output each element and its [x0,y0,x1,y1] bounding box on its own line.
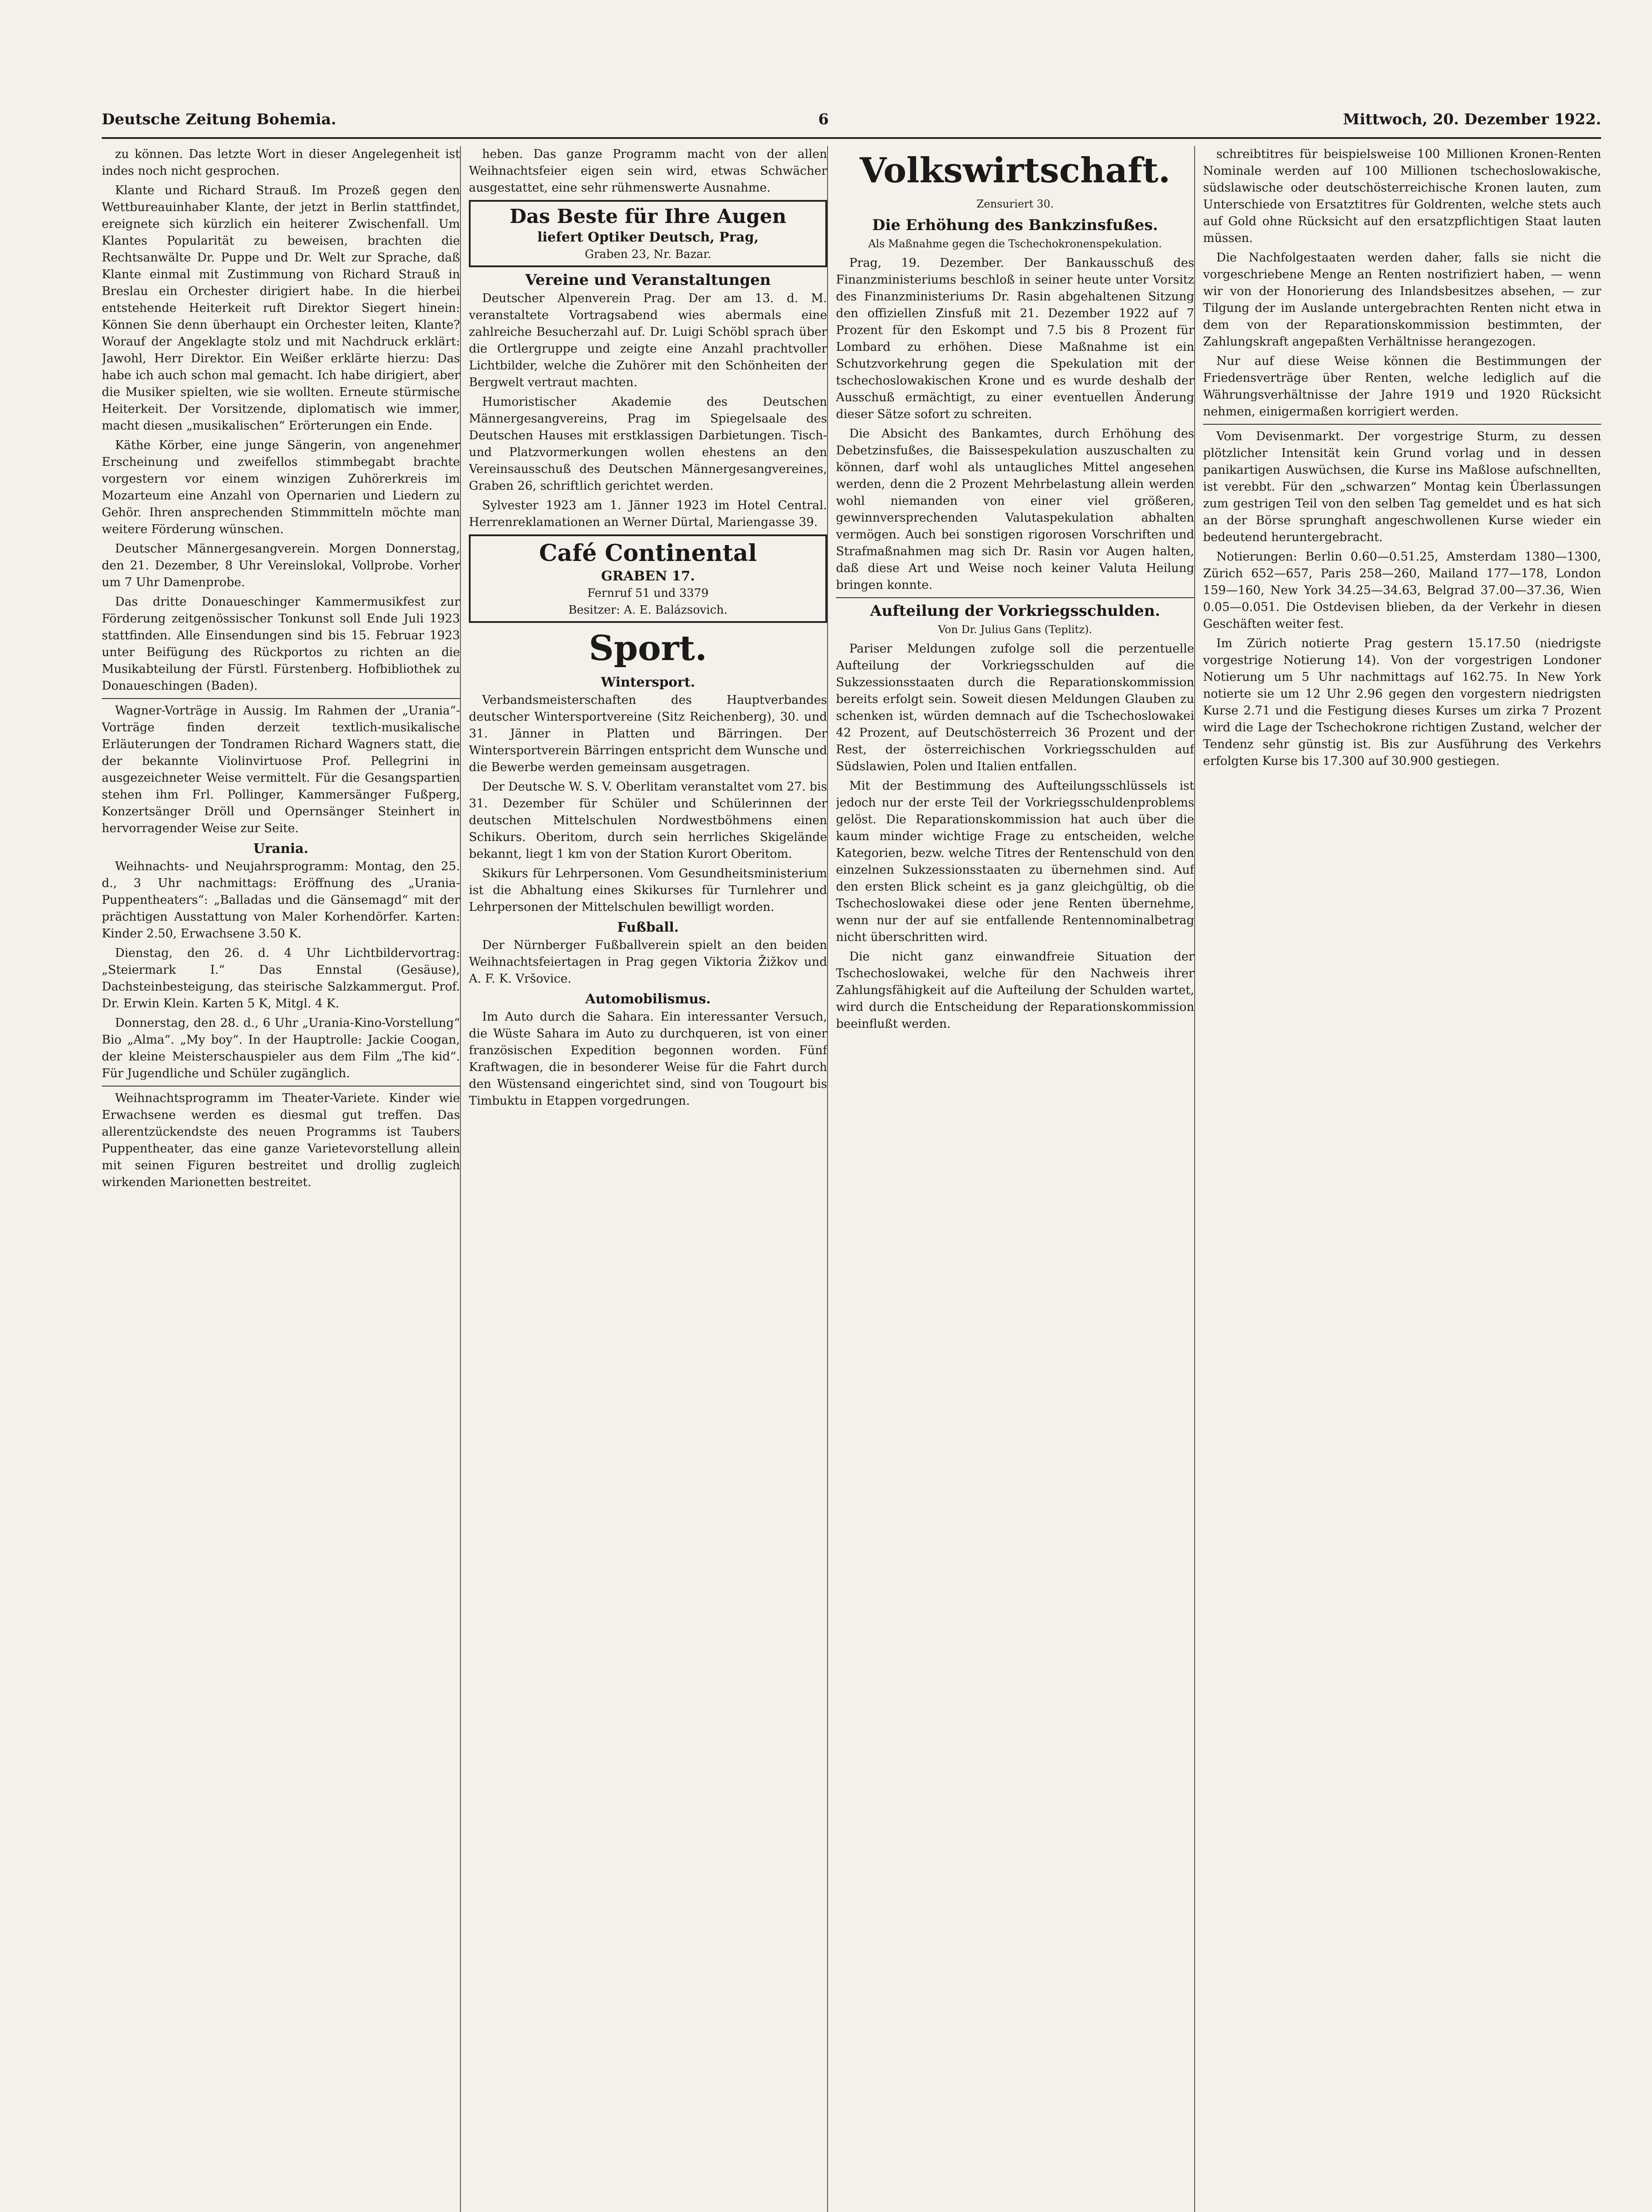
column-divider [1194,146,1195,2212]
article-sylvester: Sylvester 1923 am 1. Jänner 1923 im Hotel Central. Herrenreklamationen an Werner Dürtal, Mariengasse 39. [469,499,827,529]
subheading-automobilismus: Automobilismus. [585,991,711,1007]
section-heading-urania: Urania. [253,841,309,856]
section-heading-sport: Sport. [589,628,707,668]
article-paragraph: Mit der Bestimmung des Aufteilungsschlüssels ist jedoch nur der erste Teil der Vorkriegsschuldenproblems gelöst. Die Reparationskommission hat auch über die kaum minder wichtige Frage zu entscheiden, welche Kategorien, bezw. welche Titres der Rentenschuld von den einzelnen Sukzessionsstaaten zu übernehmen sind. Auf den ersten Blick scheint es ja ganz gleichgültig, ob die Tschechoslowakei diese oder jene Renten übernehme, wenn nur der auf sie entfallende Rentennominalbetrag nicht überschritten wird. [836,779,1194,944]
article-paragraph: Pariser Meldungen zufolge soll die perzentuelle Aufteilung der Vorkriegsschulden auf die Sukzessionsstaaten durch die Reparationskommission bereits erfolgt sein. Soweit diesen Meldungen Glauben zu schenken ist, würden demnach auf die Tschechoslowakei 42 Prozent, auf Deutschösterreich 36 Prozent und der Rest, der österreichischen Vorkriegsschulden auf Südslawien, Polen und Italien entfallen. [836,642,1194,773]
article-akademie: Humoristischer Akademie des Deutschen Männergesangvereins, Prag im Spiegelsaale des Deutschen Hauses mit erstklassigen Darbietungen. Tisch- und Platzvormerkungen wollen ehestens an den Vereinsausschuß des Deutschen Männergesangvereines, Graben 26, schriftlich gerichtet werden. [469,395,827,493]
article-kaethe-koerber: Käthe Körber, eine junge Sängerin, von angenehmer Erscheinung und zweifellos stimmbegabt brachte vorgestern vor einem winzigen Zuhörerkreis im Mozarteum eine Anzahl von Opernarien und Liedern zu Gehör. Ihren ansprechenden Stimmmitteln möchte man weitere Förderung wünschen. [102,438,460,536]
ad-phone: Fernruf 51 und 3379 [587,587,709,600]
divider [1203,424,1601,425]
column-divider [460,146,461,2212]
ad-owner: Besitzer: A. E. Balázsovich. [568,603,728,617]
subheading-fussball: Fußball. [617,920,679,935]
article-paragraph: Die Nachfolgestaaten werden daher, falls sie nicht die vorgeschriebene Menge an Renten nostrifiziert haben, — wenn wir von der Honorierung des Inlandsbesitzes absehen, — zur Tilgung der im Auslande untergebrachten Renten nicht etwa in dem von der Reparationskommission bestimmten, der Zahlungskraft angepaßten Verhältnisse herangezogen. [1203,251,1601,349]
column-divider [827,146,828,2212]
article-verbandsmeisterschaft: Verbandsmeisterschaften des Hauptverbandes deutscher Wintersportvereine (Sitz Reichenberg), 30. und 31. Jänner in Platten und Bärringen. Der Wintersportverein Bärringen entspricht dem Wunsche und die Bewerbe werden gemeinsam ausgetragen. [469,693,827,774]
ad-address: Graben 23, Nr. Bazar. [585,248,711,261]
article-paragraph: heben. Das ganze Programm macht von der allen Weihnachtsfeier eigen sein wird, etwas Schwächer ausgestattet, eine sehr rühmenswerte Ausnahme. [469,147,827,195]
article-paragraph: schreibtitres für beispielsweise 100 Millionen Kronen-Renten Nominale werden auf 100 Millionen tschechoslowakische, südslawische oder deutschösterreichische Kronen lauten, zum Unterschiede von Ersatztitres für Goldrenten, welche stets auch auf Gold ohne Rücksicht auf den ersatzpflichtigen Staat lauten müssen. [1203,147,1601,245]
article-paragraph: Prag, 19. Dezember. Der Bankausschuß des Finanzministeriums beschloß in seiner heute unter Vorsitz des Finanzministeriums Dr. Rasin abgehaltenen Sitzung den offiziellen Zinsfuß mit 21. Dezember 1922 auf 7 Prozent für den Eskompt und 7.5 bis 8 Prozent für Lombard zu erhöhen. Diese Maßnahme ist ein Schutzvorkehrung gegen die Spekulation mit der tschechoslowakischen Krone und es wurde deshalb der Ausschuß ermächtigt, zu einer eventuellen Änderung dieser Sätze sofort zu schreiten. [836,256,1194,421]
article-byline: Von Dr. Julius Gans (Teplitz). [938,623,1092,636]
article-title-aufteilung: Aufteilung der Vorkriegsschulden. [870,602,1161,620]
article-paragraph: Die nicht ganz einwandfreie Situation der Tschechoslowakei, welche für den Nachweis ihrer Zahlungsfähigkeit auf die Aufteilung der Schulden wartet, wird durch die Entscheidung der Reparationskommission beeinflußt werden. [836,950,1194,1031]
page-number: 6 [818,111,829,128]
ad-address: GRABEN 17. [601,568,695,584]
section-heading-volkswirtschaft: Volkswirtschaft. [859,150,1171,191]
advertisement-optiker [469,200,827,267]
ad-subtitle: liefert Optiker Deutsch, Prag, [537,230,759,245]
censorship-note: Zensuriert 30. [976,198,1054,210]
divider [102,698,460,699]
article-devisen-zuerich: Im Zürich notierte Prag gestern 15.17.50 (niedrigste vorgestrige Notierung 14). Von der vorgestrigen Londoner Notierung um 5 Uhr nachmittags auf 162.75. In New York notierte sie um 12 Uhr 2.96 gegen den vorgestern niedrigsten Kurse 2.71 und die Festigung dieses Kurses um zirka 7 Prozent wird die Lage der Tschechokrone richtigen Zustand, welcher der Tendenz sehr günstig ist. Bis zur Ausführung des Verkehrs erfolgten Kurse bis 17.300 auf 30.900 gestiegen. [1203,637,1601,768]
divider [836,597,1194,598]
column-2 [469,146,827,2212]
article-paragraph: Die Absicht des Bankamtes, durch Erhöhung des Debetzinsfußes, die Baissespekulation auszuschalten zu können, darf wohl als untaugliches Mittel angesehen werden, denn die 2 Prozent Mehrbelastung allein werden wohl niemanden von einer viel größeren, gewinnversprechenden Valutaspekulation abhalten vermögen. Auch bei sonstigen rigorosen Vorschriften und Strafmaßnahmen mag sich Dr. Rasin vor Augen halten, daß diese Art und Weise noch keiner Valuta Heilung bringen konnte. [836,427,1194,592]
article-maennergesang: Deutscher Männergesangverein. Morgen Donnerstag, den 21. Dezember, 8 Uhr Vereinslokal, Vollprobe. Vorher um 7 Uhr Damenprobe. [102,542,460,589]
article-devisen-notierungen: Notierungen: Berlin 0.60—0.51.25, Amsterdam 1380—1300, Zürich 652—657, Paris 258—260, Mailand 177—178, London 159—160, New York 34.25—34.63, Belgrad 37.00—37.36, Wien 0.05—0.051. Die Ostdevisen blieben, da der Verkehr in diesen Geschäften weiter fest. [1203,550,1601,631]
article-urania-program: Weihnachts- und Neujahrsprogramm: Montag, den 25. d., 3 Uhr nachmittags: Eröffnung des „Urania-Puppentheaters“: „Balladas und die Gänsemagd“ mit der prächtigen Ausstattung von Maler Korhendörfer. Karten: Kinder 2.50, Erwachsene 3.50 K. [102,860,460,941]
article-donaueschingen: Das dritte Donaueschinger Kammermusikfest zur Förderung zeitgenössischer Tonkunst soll Ende Juli 1923 stattfinden. Alle Einsendungen sind bis 15. Februar 1923 unter Beifügung des Rückportos zu richten an die Musikabteilung der Fürstl. Fürstenberg. Hofbibliothek zu Donaueschingen (Baden). [102,595,460,693]
article-paragraph: Nur auf diese Weise können die Bestimmungen der Friedensverträge über Renten, welche lediglich auf die Währungsverhältnisse der Jahre 1919 und 1920 Rücksicht nehmen, einigermaßen korrigiert werden. [1203,354,1601,419]
article-wagner-vortraege: Wagner-Vorträge in Aussig. Im Rahmen der „Urania“-Vorträge finden derzeit textlich-musikalische Erläuterungen der Tondramen Richard Wagners statt, die der bekannte Violinvirtuose Prof. Pellegrini in ausgezeichneter Weise vermittelt. Für die Gesangspartien stehen ihm Frl. Pollinger, Kammersänger Fußperg, Konzertsänger Dröll und Opernsänger Steinhert in hervorragender Weise zur Seite. [102,704,460,835]
article-skikurs-lehrer: Skikurs für Lehrpersonen. Vom Gesundheitsministerium ist die Abhaltung eines Skikurses für Turnlehrer und Lehrpersonen der Mittelschulen bewilligt worden. [469,867,827,914]
column-1 [102,146,460,2212]
column-4 [1203,146,1601,2212]
article-fussball: Der Nürnberger Fußballverein spielt an den beiden Weihnachtsfeiertagen in Prag gegen Viktoria Žižkov und A. F. K. Vršovice. [469,938,827,986]
article-urania-kino: Donnerstag, den 28. d., 6 Uhr „Urania-Kino-Vorstellung“ Bio „Alma“. „My boy“. In der Hauptrolle: Jackie Coogan, der kleine Meisterschauspieler aus dem Film „The kid“. Für Jugendliche und Schüler zugänglich. [102,1016,460,1080]
article-subtitle: Als Maßnahme gegen die Tschechokronenspekulation. [868,238,1162,250]
ad-title: Das Beste für Ihre Augen [510,205,786,228]
article-theater-variete: Weihnachtsprogramm im Theater-Variete. Kinder wie Erwachsene werden es diesmal gut treffen. Das allerentzückendste des neuen Programms ist Taubers Puppentheater, das eine ganze Varietevorstellung allein mit seinen Figuren bestreitet und drollig zugleich wirkenden Marionetten bestreitet. [102,1091,460,1189]
column-3 [836,146,1194,2212]
newspaper-title: Deutsche Zeitung Bohemia. [102,111,337,128]
advertisement-cafe-continental [469,534,827,623]
article-devisenmarkt: Vom Devisenmarkt. Der vorgestrige Sturm, zu dessen plötzlicher Intensität kein Grund vorlag und in dessen panikartigen Auswüchsen, die Kurse ins Maßlose aufschnellten, ist verebbt. Für den „schwarzen“ Montag kein Überlassungen zum gestrigen Teil von den selben Tag gemeldet und es hat sich an der Börse sprunghaft angeschwollenen Kurse wieder ein bedeutend heruntergebracht. [1203,430,1601,544]
divider [102,1086,460,1087]
article-alpenverein: Deutscher Alpenverein Prag. Der am 13. d. M. veranstaltete Vortragsabend wies abermals eine zahlreiche Besucherzahl auf. Dr. Luigi Schöbl sprach über die Ortlergruppe und zeigte eine Anzahl prachtvoller Lichtbilder, welche die Zuhörer mit den Schönheiten der Bergwelt vertraut machten. [469,292,827,389]
issue-date: Mittwoch, 20. Dezember 1922. [1343,111,1601,128]
article-sahara: Im Auto durch die Sahara. Ein interessanter Versuch, die Wüste Sahara im Auto zu durchqueren, ist von einer französischen Expedition begonnen worden. Fünf Kraftwagen, die in besonderer Weise für die Fahrt durch den Wüstensand eingerichtet sind, sind von Tougourt bis Timbuktu in Etappen vorgedrungen. [469,1010,827,1108]
article-paragraph: zu können. Das letzte Wort in dieser Angelegenheit ist indes noch nicht gesprochen. [102,147,460,178]
section-heading-vereine: Vereine und Veranstaltungen [525,271,771,289]
page-header [102,106,1601,139]
article-urania-steiermark: Dienstag, den 26. d. 4 Uhr Lichtbildervortrag: „Steiermark I.“ Das Ennstal (Gesäuse), Dachsteinbesteigung, das steirische Salzkammergut. Prof. Dr. Erwin Klein. Karten 5 K, Mitgl. 4 K. [102,946,460,1010]
article-klante-strauss: Klante und Richard Strauß. Im Prozeß gegen den Wettbureauinhaber Klante, der jetzt in Berlin stattfindet, ereignete sich kürzlich ein heiterer Zwischenfall. Um Klantes Popularität zu beweisen, brachten die Rechtsanwälte Dr. Puppe und Dr. Welt zur Sprache, daß Klante einmal mit Zustimmung von Richard Strauß in Breslau ein Orchester dirigiert habe. In die hierbei entstehende Heiterkeit ruft Direktor Siegert hinein: Können Sie denn überhaupt ein Orchester leiten, Klante? Worauf der Angeklagte stolz und mit Nachdruck erklärt: Jawohl, Herr Direktor. Ein Weißer erklärte hierzu: Das habe ich auch schon mal gemacht. Ich habe dirigiert, aber die Musiker spielten, wie sie wollten. Erneute stürmische Heiterkeit. Der Vorsitzende, diplomatisch wie immer, macht diesen „musikalischen“ Erörterungen ein Ende. [102,184,460,433]
article-title-bankzinsfuss: Die Erhöhung des Bankzinsfußes. [872,216,1158,234]
article-schikurs: Der Deutsche W. S. V. Oberlitam veranstaltet vom 27. bis 31. Dezember für Schüler und Schülerinnen der deutschen Mittelschulen Nordwestböhmens einen Schikurs. Oberitom, durch sein herrliches Skigelände bekannt, liegt 1 km von der Station Kurort Oberitom. [469,780,827,861]
subheading-wintersport: Wintersport. [601,675,695,690]
ad-title: Café Continental [539,540,757,567]
